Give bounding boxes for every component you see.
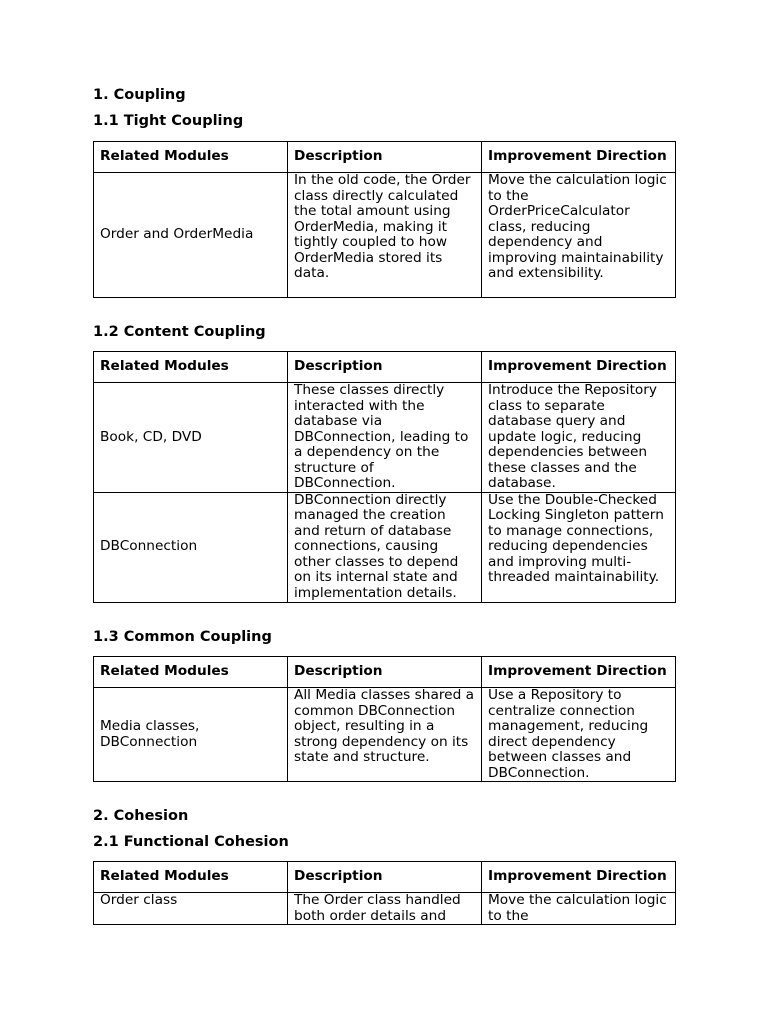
header-improvement-direction: Improvement Direction bbox=[482, 352, 676, 383]
cell-modules: Book, CD, DVD bbox=[94, 383, 288, 493]
table-row bbox=[94, 688, 676, 782]
subsection-heading-content-coupling: 1.2 Content Coupling bbox=[93, 324, 266, 340]
header-description: Description bbox=[288, 862, 482, 893]
cell-modules: Order class bbox=[94, 893, 288, 925]
content-coupling-table bbox=[93, 351, 676, 603]
header-related-modules: Related Modules bbox=[94, 657, 288, 688]
table-row bbox=[94, 492, 676, 602]
table-row bbox=[94, 173, 676, 298]
header-description: Description bbox=[288, 352, 482, 383]
cell-description: The Order class handled both order details and bbox=[288, 893, 482, 925]
header-related-modules: Related Modules bbox=[94, 352, 288, 383]
table-row bbox=[94, 893, 676, 925]
header-improvement-direction: Improvement Direction bbox=[482, 657, 676, 688]
table-header-row bbox=[94, 352, 676, 383]
cell-description: DBConnection directly managed the creation and return of database connections, causing other classes to depend on its internal state and implementation details. bbox=[288, 492, 482, 602]
section-heading-coupling: 1. Coupling bbox=[93, 87, 186, 103]
common-coupling-table bbox=[93, 656, 676, 782]
subsection-heading-common-coupling: 1.3 Common Coupling bbox=[93, 629, 272, 645]
section-heading-cohesion: 2. Cohesion bbox=[93, 808, 189, 824]
cell-modules: DBConnection bbox=[94, 492, 288, 602]
functional-cohesion-table bbox=[93, 861, 676, 925]
header-related-modules: Related Modules bbox=[94, 862, 288, 893]
header-description: Description bbox=[288, 142, 482, 173]
table-header-row bbox=[94, 862, 676, 893]
table-row bbox=[94, 383, 676, 493]
tight-coupling-table bbox=[93, 141, 676, 298]
cell-description: In the old code, the Order class directly calculated the total amount using OrderMedia, making it tightly coupled to how OrderMedia stored its data. bbox=[288, 173, 482, 298]
header-related-modules: Related Modules bbox=[94, 142, 288, 173]
cell-modules: Media classes, DBConnection bbox=[94, 688, 288, 782]
table-header-row bbox=[94, 142, 676, 173]
cell-improvement: Move the calculation logic to the OrderPriceCalculator class, reducing dependency and improving maintainability and extensibility. bbox=[482, 173, 676, 298]
cell-improvement: Use the Double-Checked Locking Singleton pattern to manage connections, reducing dependencies and improving multi-threaded maintainability. bbox=[482, 492, 676, 602]
cell-improvement: Introduce the Repository class to separate database query and update logic, reducing dependencies between these classes and the database. bbox=[482, 383, 676, 493]
header-improvement-direction: Improvement Direction bbox=[482, 862, 676, 893]
subsection-heading-tight-coupling: 1.1 Tight Coupling bbox=[93, 113, 244, 129]
cell-description: All Media classes shared a common DBConnection object, resulting in a strong dependency on its state and structure. bbox=[288, 688, 482, 782]
cell-modules: Order and OrderMedia bbox=[94, 173, 288, 298]
subsection-heading-functional-cohesion: 2.1 Functional Cohesion bbox=[93, 834, 289, 850]
cell-description: These classes directly interacted with the database via DBConnection, leading to a dependency on the structure of DBConnection. bbox=[288, 383, 482, 493]
header-improvement-direction: Improvement Direction bbox=[482, 142, 676, 173]
cell-improvement: Move the calculation logic to the bbox=[482, 893, 676, 925]
table-header-row bbox=[94, 657, 676, 688]
header-description: Description bbox=[288, 657, 482, 688]
cell-improvement: Use a Repository to centralize connection management, reducing direct dependency between classes and DBConnection. bbox=[482, 688, 676, 782]
